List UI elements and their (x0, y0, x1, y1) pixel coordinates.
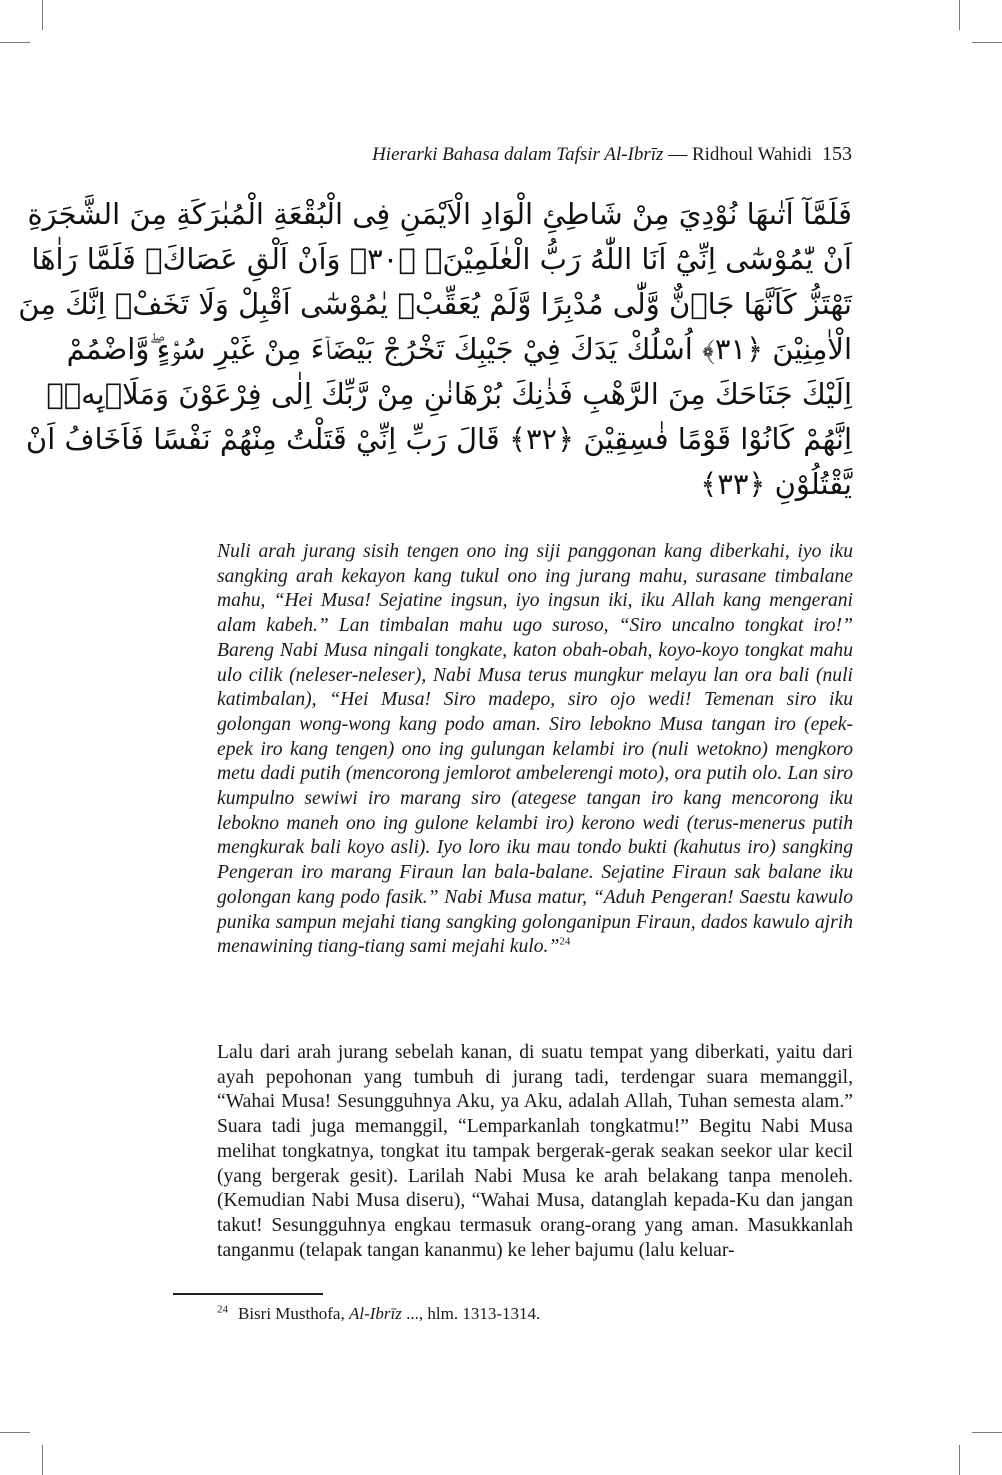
crop-mark (0, 42, 30, 43)
header-separator: — (663, 144, 692, 165)
footnote-citation: ..., hlm. 1313-1314. (401, 1304, 541, 1323)
crop-mark (959, 0, 960, 30)
footnote-book-title: Al-Ibrīz (348, 1304, 402, 1323)
crop-mark (959, 1445, 960, 1475)
arabic-line: يَّقْتُلُوْنِ ﴿٣٣﴾ (700, 467, 852, 501)
crop-mark (42, 0, 43, 30)
arabic-line: تَهْتَزُّ كَاَنَّهَا جَاۤنٌّ وَّلّٰى مُدْبِرًا وَّلَمْ يُعَقِّبْۗ يٰمُوْسٰٓى اَقْبِلْ وَلَا تَخَفْۗ اِنَّكَ مِنَ (18, 287, 852, 321)
translation-text: Nuli arah jurang sisih tengen ono ing siji panggonan kang diberkahi, iyo iku sangking arah kekayon kang tukul ono ing jurang mahu, surasane timbalane mahu, “Hei Musa! Sejatine ingsun, iyo ingsun iki, iku Allah kang mengerani alam kabeh.” Lan timbalan mahu ugo suroso, “Siro uncalno tongkat iro!” Bareng Nabi Musa ningali tongkate, katon obah-obah, koyo-koyo tongkat mahu ulo cilik (neleser-neleser), Nabi Musa terus mungkur melayu lan ora bali (nuli katimbalan), “Hei Musa! Siro madepo, siro ojo wedi! Temenan siro iku golongan wong-wong kang podo aman. Siro lebokno Musa tangan iro (epek-epek iro kang tengen) ono ing gulungan kelambi iro (nuli wetokno) mengkoro metu dadi putih (mencorong jemlorot ambelerengi moto), ora putih olo. Lan siro kumpulno sewiwi iro marang siro (ategese tangan iro kang mencorong iku lebokno maneh ono ing gulone kelambi iro) kerono wedi (terus-menerus putih mengkurak bali koyo asli). Iyo loro iku mau tondo bukti (kahutus iro) sangking Pengeran iro marang Firaun lan bala-balane. Sejatine Firaun sak balane iku golongan kang podo fasik.” Nabi Musa matur, “Aduh Pengeran! Saestu kawulo punika sampun mejahi tiang sangking golonganipun Firaun, dados kawulo ajrih menawining tiang-tiang sami mejahi kulo.” (217, 541, 853, 958)
quran-verse-block (18, 192, 852, 507)
arabic-line: اِنَّهُمْ كَانُوْا قَوْمًا فٰسِقِيْنَ ﴿٣٢﴾ قَالَ رَبِّ اِنِّيْ قَتَلْتُ مِنْهُمْ نَفْسًا فَاَخَافُ اَنْ (25, 422, 852, 456)
indonesian-paragraph: Lalu dari arah jurang sebelah kanan, di suatu tempat yang diberkati, yaitu dari ayah pepohonan yang tumbuh di jurang tadi, terdengar suara memanggil, “Wahai Musa! Sesungguhnya Aku, ya Aku, adalah Allah, Tuhan semesta alam.” Suara tadi juga memanggil, “Lemparkanlah tongkatmu!” Begitu Nabi Musa melihat tongkatnya, tongkat itu tampak bergerak-gerak seakan seekor ular kecil (yang bergerak gesit). Larilah Nabi Musa ke arah belakang tanpa menoleh. (Kemudian Nabi Musa diseru), “Wahai Musa, datanglah kepada-Ku dan jangan takut! Sesungguhnya engkau termasuk orang-orang yang aman. Masukkanlah tanganmu (telapak tangan kananmu) ke leher bajumu (lalu keluar- (217, 1042, 853, 1261)
crop-mark (42, 1445, 43, 1475)
footnote-divider (173, 1293, 323, 1295)
page-number: 153 (822, 143, 852, 165)
running-header (217, 143, 852, 169)
javanese-translation (217, 540, 853, 960)
arabic-line: اِلَيْكَ جَنَاحَكَ مِنَ الرَّهْبِ فَذٰنِكَ بُرْهَانٰنِ مِنْ رَّبِّكَ اِلٰى فِرْعَوْنَ وَمَلَا۟ىِٕهٖۗ (46, 377, 852, 411)
crop-mark (972, 1432, 1002, 1433)
footnote-number: 24 (217, 1303, 228, 1316)
arabic-line: الْاٰمِنِيْنَ ﴿٣١﴾ اُسْلُكْ يَدَكَ فِيْ جَيْبِكَ تَخْرُجْ بَيْضَاۤءَ مِنْ غَيْرِ سُوْۤءٍ ۖوَّاضْمُمْ (66, 332, 852, 366)
crop-mark (0, 1432, 30, 1433)
arabic-line: فَلَمَّآ اَتٰىهَا نُوْدِيَ مِنْ شَاطِئِ الْوَادِ الْاَيْمَنِ فِى الْبُقْعَةِ الْمُبٰرَكَةِ مِنَ الشَّجَرَةِ (27, 197, 852, 231)
footnote (217, 1303, 853, 1325)
header-author: Ridhoul Wahidi (691, 144, 812, 165)
footnote-author: Bisri Musthofa, (238, 1304, 349, 1323)
running-title: Hierarki Bahasa dalam Tafsir Al-Ibrīz (372, 144, 664, 165)
arabic-line: اَنْ يّٰمُوْسٰٓى اِنِّيْٓ اَنَا اللّٰهُ رَبُّ الْعٰلَمِيْنَۙ ﴿٣٠﴾ وَاَنْ اَلْقِ عَصَاكَۗ فَلَمَّا رَاٰهَا (31, 242, 852, 276)
crop-mark (972, 42, 1002, 43)
footnote-reference: 24 (559, 935, 571, 948)
